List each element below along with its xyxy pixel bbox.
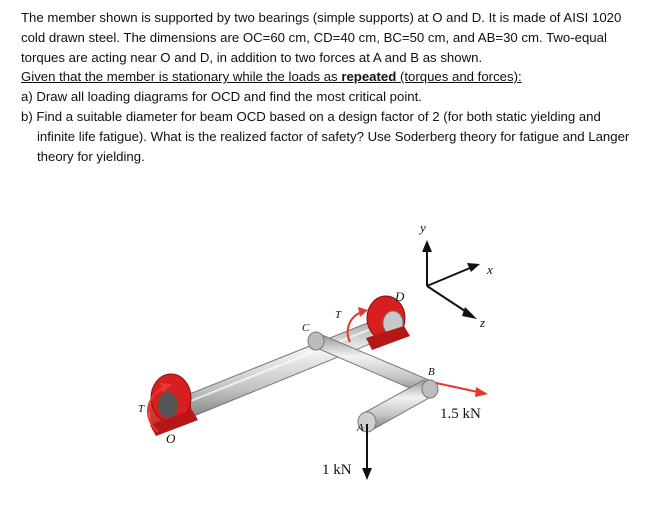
given-text-start: Given that the member is stationary while the loads as: [21, 69, 342, 85]
z-axis-label: z: [480, 315, 486, 330]
torque-d-label: T: [335, 309, 342, 321]
problem-intro: The member shown is supported by two bearings (simple supports) at O and D. It is made of AISI 1020 cold drawn steel. The dimensions are OC=60 cm, CD=40 cm, BC=50 cm, and AB=30 cm. Two-equal torques are acting near O and D, in addition to two forces at A and B as shown.: [21, 10, 622, 65]
point-c-label: C: [302, 322, 310, 334]
arm-ba: [358, 380, 438, 432]
point-b-label: B: [428, 366, 435, 378]
y-axis-label: y: [420, 220, 426, 235]
point-d-label: D: [395, 289, 405, 304]
given-text-end: (torques and forces):: [396, 69, 522, 85]
bearing-d: [366, 296, 410, 350]
torque-o-label: T: [138, 403, 145, 415]
x-axis-label: x: [487, 262, 493, 277]
part-b: b) Find a suitable diameter for beam OCD based on a design factor of 2 (for both static yielding and infinite life fatigue). What is the realized factor of safety? Use Soderberg theory for fatigue and Langer theory for yielding.: [21, 108, 630, 164]
force-a-label: 1 kN: [322, 462, 352, 478]
force-b-label: 1.5 kN: [440, 406, 481, 422]
given-text-bold: repeated: [341, 69, 397, 85]
point-a-label: A: [357, 422, 364, 434]
point-o-label: O: [166, 431, 176, 446]
part-a: a) Draw all loading diagrams for OCD and find the most critical point.: [21, 89, 422, 105]
axis-triad: [422, 240, 480, 319]
bearing-o: [148, 374, 198, 436]
force-arrow-b: [436, 383, 488, 397]
